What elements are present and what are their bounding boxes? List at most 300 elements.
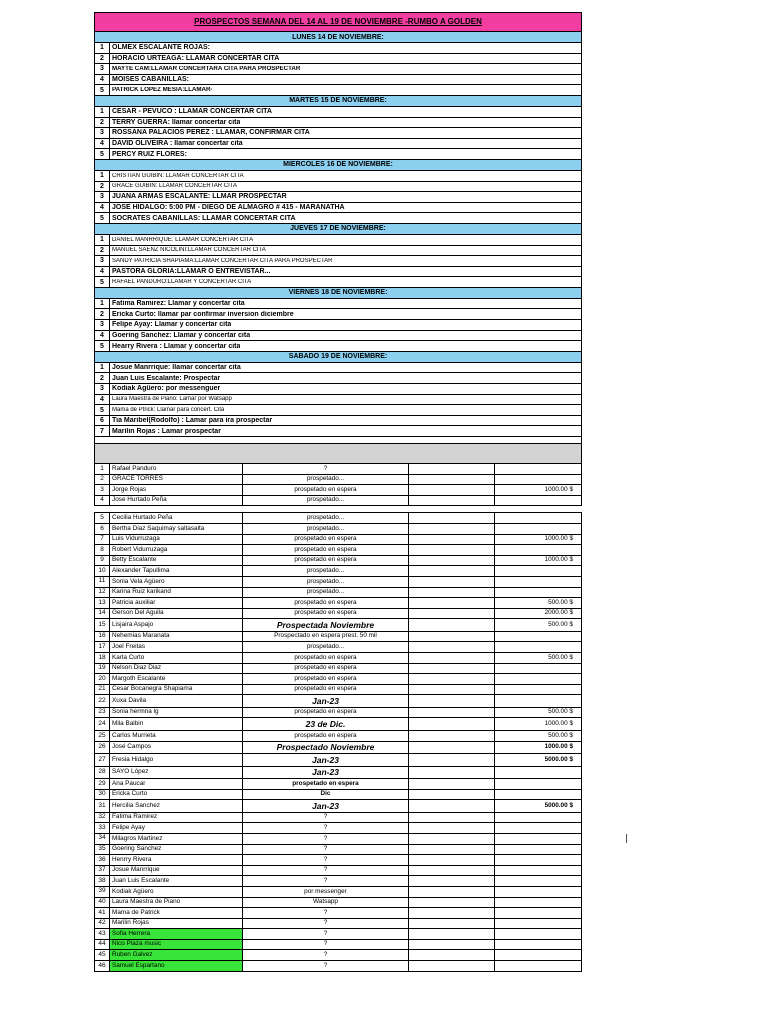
prospect-name: Nico Plaza music bbox=[110, 940, 243, 950]
prospect-amount bbox=[495, 845, 581, 855]
prospect-empty-cell bbox=[409, 653, 495, 663]
task-text: SOCRATES CABANILLAS: LLAMAR CONCERTAR CITA bbox=[112, 214, 296, 222]
day-header bbox=[94, 96, 582, 107]
prospect-empty-cell bbox=[409, 566, 495, 576]
prospect-empty-cell bbox=[409, 866, 495, 876]
blank-row bbox=[94, 437, 582, 444]
task-number: 4 bbox=[95, 203, 110, 213]
prospect-number: 9 bbox=[95, 556, 110, 566]
prospect-row bbox=[94, 800, 582, 813]
prospect-amount bbox=[495, 855, 581, 865]
prospect-amount bbox=[495, 496, 581, 506]
prospect-name: Lisjaira Aspajo bbox=[110, 619, 243, 631]
prospect-name: Carlos Murrieta bbox=[110, 731, 243, 741]
task-text: RAFAEL PANDURO:LLAMAR Y CONCERTAR CITA bbox=[112, 279, 252, 286]
prospect-row bbox=[94, 940, 582, 951]
prospect-name: Laura Maestra de Piano bbox=[110, 898, 243, 908]
prospect-status: prospetado... bbox=[243, 475, 409, 485]
prospects-table-part-2 bbox=[94, 512, 582, 971]
prospect-status: Watsapp bbox=[243, 898, 409, 908]
prospect-name: Ericka Curto bbox=[110, 790, 243, 800]
task-text: OLMEX ESCALANTE ROJAS: bbox=[112, 44, 211, 52]
task-row bbox=[94, 128, 582, 139]
task-text: DAVID OLIVEIRA : llamar concertar cita bbox=[112, 140, 243, 148]
prospect-row bbox=[94, 845, 582, 856]
prospect-amount bbox=[495, 464, 581, 474]
prospect-number: 26 bbox=[95, 742, 110, 754]
prospect-status: ? bbox=[243, 464, 409, 474]
task-text: Felipe Ayay: Llamar y concertar cita bbox=[112, 321, 232, 329]
task-text: JOSE HIDALGO: 5:00 PM - DIEGO DE ALMAGRO # 415 - MARANATHA bbox=[112, 204, 345, 212]
prospect-row bbox=[94, 813, 582, 824]
prospect-number: 44 bbox=[95, 940, 110, 950]
task-text: Ericka Curto: llamar par confirmar inversion diciembre bbox=[112, 310, 294, 318]
prospect-amount bbox=[495, 695, 581, 707]
task-text: GRACE GUIBIN: LLAMAR CONCERTAR CITA bbox=[112, 183, 238, 190]
prospect-name: Sofia Herrera bbox=[110, 929, 243, 939]
prospect-empty-cell bbox=[409, 790, 495, 800]
task-number: 5 bbox=[95, 85, 110, 95]
prospect-status: Dic bbox=[243, 790, 409, 800]
task-text: PERCY RUIZ FLORES: bbox=[112, 150, 187, 158]
prospect-amount: 500.00 $ bbox=[548, 598, 573, 606]
task-row bbox=[94, 277, 582, 288]
prospect-number: 17 bbox=[95, 642, 110, 652]
prospect-amount bbox=[495, 545, 581, 555]
prospect-row bbox=[94, 708, 582, 719]
text-cursor-icon bbox=[626, 834, 627, 843]
prospect-empty-cell bbox=[409, 695, 495, 707]
prospect-name: GRACE TORRES bbox=[110, 475, 243, 485]
prospect-amount bbox=[495, 813, 581, 823]
prospect-name: Rafael Panduro bbox=[110, 464, 243, 474]
prospects-table-part-1 bbox=[94, 464, 582, 506]
task-text: TERRY GUERRA: llamar concertar cita bbox=[112, 118, 241, 126]
prospect-status: prospetado... bbox=[243, 642, 409, 652]
prospect-row bbox=[94, 577, 582, 588]
task-row bbox=[94, 85, 582, 96]
task-number: 3 bbox=[95, 128, 110, 138]
prospect-amount bbox=[495, 866, 581, 876]
prospect-empty-cell bbox=[409, 834, 495, 844]
prospect-row bbox=[94, 919, 582, 930]
prospect-row bbox=[94, 619, 582, 632]
task-row bbox=[94, 246, 582, 257]
task-row bbox=[94, 139, 582, 150]
prospect-amount: 500.00 $ bbox=[548, 653, 573, 661]
prospect-number: 27 bbox=[95, 754, 110, 766]
prospect-name: Luis Vidurruzaga bbox=[110, 535, 243, 545]
task-row bbox=[94, 203, 582, 214]
prospect-number: 30 bbox=[95, 790, 110, 800]
prospect-amount bbox=[495, 524, 581, 534]
prospect-empty-cell bbox=[409, 545, 495, 555]
task-text: Goering Sanchez: Llamar y concertar cita bbox=[112, 331, 251, 339]
prospect-number: 20 bbox=[95, 674, 110, 684]
prospect-empty-cell bbox=[409, 950, 495, 960]
prospect-name: Robert Vidurruzaga bbox=[110, 545, 243, 555]
prospect-status: prospetado en espera bbox=[243, 653, 409, 663]
prospect-row bbox=[94, 887, 582, 898]
prospect-amount: 1000.00 $ bbox=[544, 556, 573, 564]
prospect-row bbox=[94, 598, 582, 609]
prospect-status: prospetado... bbox=[243, 588, 409, 598]
task-text: JUANA ARMAS ESCALANTE: LLMAR PROSPECTAR bbox=[112, 193, 287, 201]
prospect-row bbox=[94, 855, 582, 866]
prospect-name: Felipe Ayay bbox=[110, 823, 243, 833]
prospect-empty-cell bbox=[409, 919, 495, 929]
prospect-amount bbox=[495, 823, 581, 833]
prospect-status: Jan-23 bbox=[243, 767, 409, 779]
prospect-amount: 5000.00 $ bbox=[544, 755, 573, 763]
day-header-text: LUNES 14 DE NOVIEMBRE: bbox=[292, 33, 384, 41]
prospect-amount: 500.00 $ bbox=[548, 620, 573, 628]
prospect-row bbox=[94, 524, 582, 535]
prospect-number: 45 bbox=[95, 950, 110, 960]
prospect-name: Fresia Hidalgo bbox=[110, 754, 243, 766]
task-number: 4 bbox=[95, 331, 110, 341]
prospect-number: 13 bbox=[95, 598, 110, 608]
task-number: 2 bbox=[95, 246, 110, 256]
task-text: MANUEL SAENZ NICOLINI:LLAMAR CONCERTAR CITA bbox=[112, 247, 266, 254]
prospect-name: Samuel Espartano bbox=[110, 961, 243, 971]
prospect-empty-cell bbox=[409, 731, 495, 741]
prospect-name: Hercilia Sanchez bbox=[110, 800, 243, 812]
prospect-amount bbox=[495, 929, 581, 939]
prospect-number: 15 bbox=[95, 619, 110, 631]
prospect-empty-cell bbox=[409, 754, 495, 766]
task-number: 4 bbox=[95, 139, 110, 149]
prospect-row bbox=[94, 718, 582, 731]
prospect-status: 23 de Dic. bbox=[243, 718, 409, 730]
task-text: Laura Maestra de Piano: Lamar por Watsapp bbox=[112, 396, 232, 403]
prospect-status: prospetado en espera bbox=[243, 664, 409, 674]
prospect-empty-cell bbox=[409, 685, 495, 695]
prospect-name: Jorge Rojas bbox=[110, 485, 243, 495]
prospect-number: 14 bbox=[95, 609, 110, 619]
prospect-name: Marilin Rojas bbox=[110, 919, 243, 929]
prospect-empty-cell bbox=[409, 535, 495, 545]
task-number: 5 bbox=[95, 149, 110, 159]
prospect-row bbox=[94, 496, 582, 507]
task-number: 3 bbox=[95, 320, 110, 330]
task-number: 1 bbox=[95, 235, 110, 245]
day-header bbox=[94, 224, 582, 235]
prospect-name: Alexander Tapullima bbox=[110, 566, 243, 576]
prospect-amount: 2000.00 $ bbox=[544, 609, 573, 617]
prospect-status: prospetado en espera bbox=[243, 685, 409, 695]
task-number: 3 bbox=[95, 64, 110, 74]
prospect-name: Juan Luis Escalante bbox=[110, 876, 243, 886]
prospect-row bbox=[94, 767, 582, 780]
prospect-empty-cell bbox=[409, 845, 495, 855]
task-row bbox=[94, 267, 582, 278]
prospect-empty-cell bbox=[409, 813, 495, 823]
prospect-number: 39 bbox=[95, 887, 110, 897]
prospect-amount bbox=[495, 790, 581, 800]
task-row bbox=[94, 182, 582, 193]
prospect-name: Karina Ruiz karikand bbox=[110, 588, 243, 598]
sheet-title bbox=[94, 12, 582, 32]
task-number: 1 bbox=[95, 43, 110, 53]
prospect-name: Cecilia Hurtado Peña bbox=[110, 513, 243, 523]
prospect-empty-cell bbox=[409, 855, 495, 865]
prospect-name: Gerson Del Aguila bbox=[110, 609, 243, 619]
prospect-number: 18 bbox=[95, 653, 110, 663]
prospect-status: Prospectado en espera prest. 50 mil bbox=[243, 632, 409, 642]
prospect-amount bbox=[495, 577, 581, 587]
prospect-status: ? bbox=[243, 823, 409, 833]
prospect-number: 16 bbox=[95, 632, 110, 642]
task-text: MOISES CABANILLAS: bbox=[112, 76, 189, 84]
prospect-number: 24 bbox=[95, 718, 110, 730]
prospect-number: 33 bbox=[95, 823, 110, 833]
prospect-name: Milagros Martinez bbox=[110, 834, 243, 844]
prospect-empty-cell bbox=[409, 823, 495, 833]
prospect-empty-cell bbox=[409, 632, 495, 642]
prospect-empty-cell bbox=[409, 929, 495, 939]
task-row bbox=[94, 235, 582, 246]
prospect-status: Prospectado Noviembre bbox=[243, 742, 409, 754]
grey-separator-row bbox=[94, 444, 582, 464]
prospect-name: Josue Manrrique bbox=[110, 866, 243, 876]
prospect-number: 19 bbox=[95, 664, 110, 674]
prospect-number: 4 bbox=[95, 496, 110, 506]
task-number: 1 bbox=[95, 299, 110, 309]
task-number: 2 bbox=[95, 373, 110, 383]
prospect-number: 23 bbox=[95, 708, 110, 718]
prospect-amount bbox=[495, 834, 581, 844]
prospect-row bbox=[94, 674, 582, 685]
prospect-status: prospetado en espera bbox=[243, 535, 409, 545]
prospect-empty-cell bbox=[409, 556, 495, 566]
prospect-row bbox=[94, 545, 582, 556]
prospect-empty-cell bbox=[409, 485, 495, 495]
prospect-amount bbox=[495, 876, 581, 886]
prospect-amount bbox=[495, 664, 581, 674]
prospect-status: prospetado en espera bbox=[243, 598, 409, 608]
task-number: 2 bbox=[95, 54, 110, 64]
prospect-status: ? bbox=[243, 940, 409, 950]
prospect-row bbox=[94, 695, 582, 708]
prospect-row bbox=[94, 754, 582, 767]
prospect-status: ? bbox=[243, 919, 409, 929]
prospect-amount bbox=[495, 674, 581, 684]
prospect-empty-cell bbox=[409, 708, 495, 718]
prospect-status: prospetado en espera bbox=[243, 779, 409, 789]
prospect-row bbox=[94, 898, 582, 909]
task-row bbox=[94, 309, 582, 320]
prospect-status: ? bbox=[243, 908, 409, 918]
prospect-empty-cell bbox=[409, 876, 495, 886]
prospect-row bbox=[94, 475, 582, 486]
prospect-amount bbox=[495, 566, 581, 576]
prospect-amount bbox=[495, 767, 581, 779]
task-number: 7 bbox=[95, 426, 110, 436]
task-row bbox=[94, 363, 582, 374]
prospect-row bbox=[94, 609, 582, 620]
prospect-status: ? bbox=[243, 950, 409, 960]
task-text: Hearry Rivera : Llamar y concertar cita bbox=[112, 342, 241, 350]
prospect-status: prospetado... bbox=[243, 524, 409, 534]
prospect-status: prospetado... bbox=[243, 496, 409, 506]
prospect-number: 2 bbox=[95, 475, 110, 485]
prospect-empty-cell bbox=[409, 577, 495, 587]
prospect-amount bbox=[495, 588, 581, 598]
task-row bbox=[94, 331, 582, 342]
prospect-name: Betty Escalante bbox=[110, 556, 243, 566]
task-row bbox=[94, 373, 582, 384]
prospect-amount bbox=[495, 642, 581, 652]
prospect-number: 31 bbox=[95, 800, 110, 812]
prospect-empty-cell bbox=[409, 767, 495, 779]
prospect-row bbox=[94, 823, 582, 834]
prospect-name: Mila Balbin bbox=[110, 718, 243, 730]
prospect-empty-cell bbox=[409, 961, 495, 971]
prospect-number: 32 bbox=[95, 813, 110, 823]
prospect-status: prospetado en espera bbox=[243, 609, 409, 619]
prospect-number: 37 bbox=[95, 866, 110, 876]
task-number: 5 bbox=[95, 277, 110, 287]
task-row bbox=[94, 192, 582, 203]
prospect-status: Prospectada Noviembre bbox=[243, 619, 409, 631]
prospect-amount bbox=[495, 632, 581, 642]
day-header-text: MIERCOLES 16 DE NOVIEMBRE: bbox=[283, 161, 393, 169]
spreadsheet bbox=[94, 12, 582, 972]
prospect-empty-cell bbox=[409, 800, 495, 812]
prospect-name: Sonia Vela Agüero bbox=[110, 577, 243, 587]
prospect-name: Joel Freitas bbox=[110, 642, 243, 652]
prospect-status: Jan-23 bbox=[243, 695, 409, 707]
prospect-number: 5 bbox=[95, 513, 110, 523]
task-number: 5 bbox=[95, 341, 110, 351]
task-number: 5 bbox=[95, 405, 110, 415]
prospect-status: prospetado en espera bbox=[243, 674, 409, 684]
task-text: MAYTE CAM:LLAMAR CONCERTARA CITA PARA PROSPECTAR bbox=[112, 65, 301, 72]
prospect-name: Jose Hurtado Peña bbox=[110, 496, 243, 506]
prospect-number: 35 bbox=[95, 845, 110, 855]
prospect-number: 21 bbox=[95, 685, 110, 695]
task-text: Juan Luis Escalante: Prospectar bbox=[112, 374, 221, 382]
task-row bbox=[94, 43, 582, 54]
prospect-amount bbox=[495, 919, 581, 929]
task-row bbox=[94, 341, 582, 352]
prospect-empty-cell bbox=[409, 898, 495, 908]
prospect-number: 22 bbox=[95, 695, 110, 707]
day-header-text: JUEVES 17 DE NOVIEMBRE: bbox=[290, 225, 386, 233]
prospect-row bbox=[94, 566, 582, 577]
task-number: 2 bbox=[95, 309, 110, 319]
prospect-empty-cell bbox=[409, 475, 495, 485]
task-number: 2 bbox=[95, 118, 110, 128]
prospect-row bbox=[94, 588, 582, 599]
prospect-empty-cell bbox=[409, 609, 495, 619]
task-text: Kodiak Agüero: por messenguer bbox=[112, 385, 221, 393]
task-number: 1 bbox=[95, 107, 110, 117]
prospect-number: 8 bbox=[95, 545, 110, 555]
prospect-name: Patricia auxiliar bbox=[110, 598, 243, 608]
prospect-number: 25 bbox=[95, 731, 110, 741]
task-row bbox=[94, 299, 582, 310]
prospect-row bbox=[94, 961, 582, 972]
task-number: 3 bbox=[95, 256, 110, 266]
task-number: 4 bbox=[95, 395, 110, 405]
prospect-amount bbox=[495, 940, 581, 950]
prospect-row bbox=[94, 834, 582, 845]
prospect-status: ? bbox=[243, 961, 409, 971]
task-text: CRISTIAN GUIBIN: LLAMAR CONCERTAR CITA bbox=[112, 172, 244, 179]
prospect-row bbox=[94, 535, 582, 546]
prospect-empty-cell bbox=[409, 940, 495, 950]
prospect-number: 41 bbox=[95, 908, 110, 918]
prospect-empty-cell bbox=[409, 674, 495, 684]
day-header-text: VIERNES 18 DE NOVIEMBRE: bbox=[288, 289, 388, 297]
prospect-row bbox=[94, 731, 582, 742]
prospect-row bbox=[94, 653, 582, 664]
prospect-row bbox=[94, 876, 582, 887]
prospect-status: ? bbox=[243, 855, 409, 865]
prospect-name: Kodiak Agüero bbox=[110, 887, 243, 897]
day-header-text: MARTES 15 DE NOVIEMBRE: bbox=[289, 97, 387, 105]
prospect-row bbox=[94, 790, 582, 801]
prospect-status: prospetado en espera bbox=[243, 485, 409, 495]
prospect-name: Ruben Galvez bbox=[110, 950, 243, 960]
day-header bbox=[94, 160, 582, 171]
task-row bbox=[94, 171, 582, 182]
prospect-status: por messenger bbox=[243, 887, 409, 897]
task-number: 3 bbox=[95, 192, 110, 202]
prospect-row bbox=[94, 908, 582, 919]
prospect-amount: 500.00 $ bbox=[548, 731, 573, 739]
prospect-amount bbox=[495, 961, 581, 971]
prospect-number: 28 bbox=[95, 767, 110, 779]
prospect-row bbox=[94, 556, 582, 567]
prospect-number: 34 bbox=[95, 834, 110, 844]
prospect-amount bbox=[495, 513, 581, 523]
prospect-amount bbox=[495, 908, 581, 918]
prospect-status: ? bbox=[243, 845, 409, 855]
prospect-number: 7 bbox=[95, 535, 110, 545]
prospect-number: 42 bbox=[95, 919, 110, 929]
task-number: 3 bbox=[95, 384, 110, 394]
prospect-number: 6 bbox=[95, 524, 110, 534]
prospect-status: prospetado en espera bbox=[243, 556, 409, 566]
task-text: Fatima Ramirez: Llamar y concertar cita bbox=[112, 300, 245, 308]
task-row bbox=[94, 426, 582, 437]
prospect-row bbox=[94, 642, 582, 653]
task-text: ROSSANA PALACIOS PÉREZ : LLAMAR, CONFIRMAR CITA bbox=[112, 129, 310, 137]
prospect-row bbox=[94, 632, 582, 643]
prospect-number: 12 bbox=[95, 588, 110, 598]
task-text: SANDY PATRICIA SHAPIAMA:LLAMAR CONCERTAR CITA PARA PROSPECTAR bbox=[112, 257, 333, 264]
prospect-status: ? bbox=[243, 876, 409, 886]
prospect-status: prospetado en espera bbox=[243, 731, 409, 741]
prospect-amount bbox=[495, 898, 581, 908]
prospect-name: Ana Paucar bbox=[110, 779, 243, 789]
task-row bbox=[94, 64, 582, 75]
task-text: Tia Maribel(Rodolfo) : Lamar para ira prospectar bbox=[112, 417, 273, 425]
task-number: 1 bbox=[95, 171, 110, 181]
prospect-name: Nehemias Maranata bbox=[110, 632, 243, 642]
prospect-status: Jan-23 bbox=[243, 754, 409, 766]
prospect-empty-cell bbox=[409, 664, 495, 674]
prospect-number: 40 bbox=[95, 898, 110, 908]
task-number: 4 bbox=[95, 267, 110, 277]
prospect-name: Henrry Rivera bbox=[110, 855, 243, 865]
prospect-empty-cell bbox=[409, 513, 495, 523]
prospect-name: Nelson Diaz Diaz bbox=[110, 664, 243, 674]
prospect-number: 3 bbox=[95, 485, 110, 495]
